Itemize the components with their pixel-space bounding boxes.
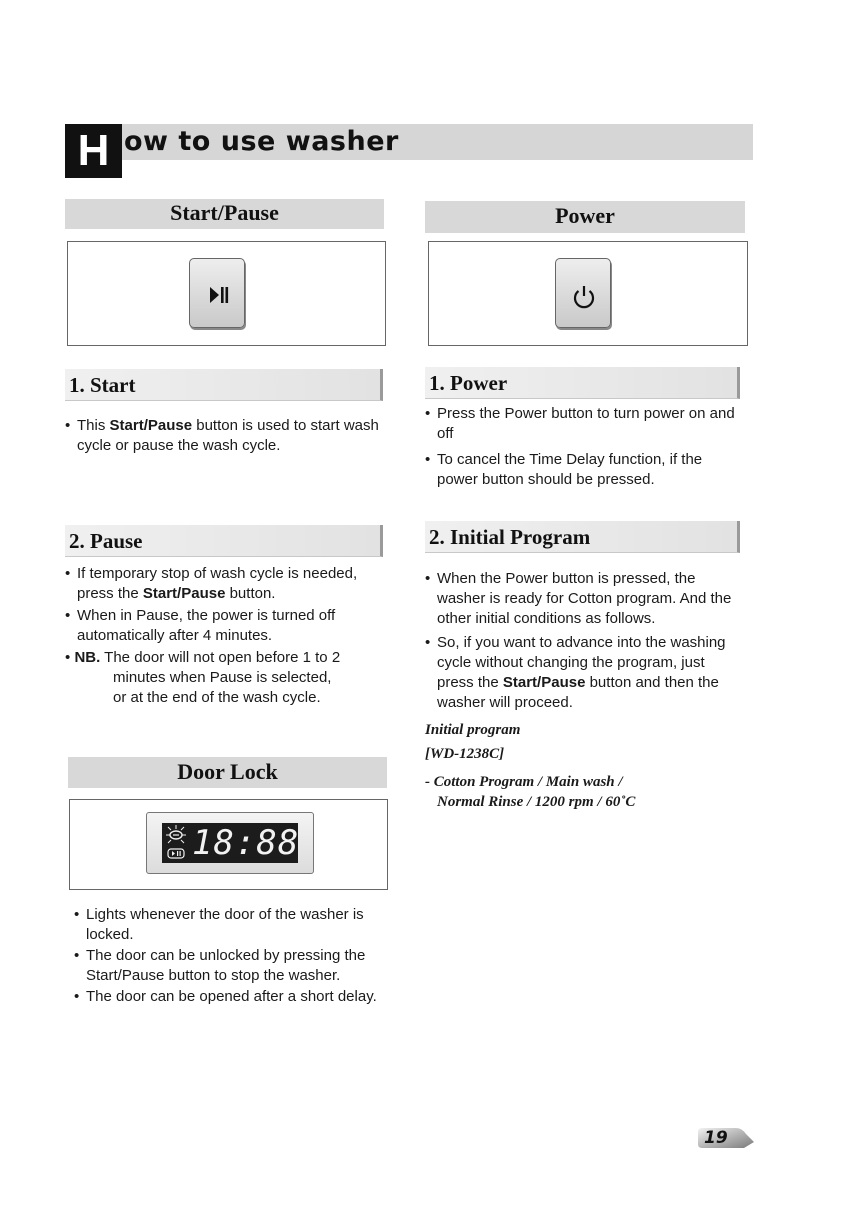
text-run: The door can be opened after a short delay. bbox=[86, 988, 377, 1005]
header-initial-letter: H bbox=[65, 124, 122, 178]
text-run: button and then the washer will proceed. bbox=[437, 674, 719, 711]
start-text bbox=[65, 416, 385, 458]
text-run: Lights whenever the door of the washer is locked. bbox=[86, 906, 364, 943]
text-run: minutes when Pause is selected, bbox=[113, 669, 332, 686]
door-lock-text bbox=[74, 905, 386, 1009]
door-lock-section-title: Door Lock bbox=[68, 757, 387, 788]
text-run: The door will not open before 1 to 2 bbox=[100, 649, 341, 666]
bullet-dot: • bbox=[65, 607, 71, 624]
bullet-dot: • bbox=[65, 565, 71, 582]
start-pause-section-title: Start/Pause bbox=[65, 199, 384, 229]
start-pause-bold: Start/Pause bbox=[502, 674, 586, 691]
text-run: If temporary stop of wash cycle is needed, press the bbox=[77, 565, 358, 602]
page-number-badge bbox=[698, 1124, 756, 1152]
start-heading: 1. Start bbox=[65, 369, 383, 401]
power-icon bbox=[556, 259, 612, 329]
play-pause-icon bbox=[190, 259, 246, 329]
text-run: To cancel the Time Delay function, if the power button should be pressed. bbox=[437, 451, 703, 488]
led-digits: 18:88 bbox=[192, 823, 300, 863]
initial-program-label: Initial program bbox=[425, 722, 521, 738]
door-bullet-1 bbox=[74, 905, 386, 945]
power-bullet-2 bbox=[425, 450, 745, 490]
initial-spec-line-2: Normal Rinse / 1200 rpm / 60˚C bbox=[437, 794, 636, 810]
bullet-dot: • bbox=[425, 570, 431, 587]
text-run: button is used to start wash cycle or pause the wash cycle. bbox=[77, 417, 379, 454]
power-text bbox=[425, 404, 745, 492]
power-section-title: Power bbox=[425, 201, 745, 233]
text-run: So, if you want to advance into the washing cycle without changing the program, just press the bbox=[437, 634, 726, 691]
power-bullet-1 bbox=[425, 404, 745, 444]
bullet-dot: • bbox=[74, 947, 80, 964]
bullet-dot: • bbox=[425, 634, 431, 651]
initial-program-heading: 2. Initial Program bbox=[425, 521, 740, 553]
nb-label: NB. bbox=[74, 649, 101, 666]
pause-bullet-1 bbox=[65, 564, 385, 604]
start-pause-image-box bbox=[67, 241, 386, 346]
pause-bullet-2 bbox=[65, 606, 385, 646]
bullet-dot: • bbox=[425, 405, 431, 422]
door-bullet-2 bbox=[74, 946, 386, 986]
text-run: button. bbox=[225, 585, 276, 602]
start-pause-bold: Start/Pause bbox=[109, 417, 193, 434]
power-image-box bbox=[428, 241, 748, 346]
initial-bullet-2 bbox=[425, 633, 745, 713]
initial-program-text bbox=[425, 569, 745, 715]
model-number: [WD-1238C] bbox=[425, 746, 505, 762]
start-bullet-1 bbox=[65, 416, 385, 456]
bullet-dot: • bbox=[65, 649, 71, 666]
led-display-screen bbox=[162, 823, 298, 863]
start-pause-bold: Start/Pause bbox=[142, 585, 226, 602]
pause-bullet-3 bbox=[65, 648, 385, 708]
bullet-dot: • bbox=[74, 906, 80, 923]
door-lock-display-panel bbox=[146, 812, 314, 874]
start-pause-button-illustration bbox=[189, 258, 245, 328]
door-bullet-3 bbox=[74, 987, 386, 1007]
text-run: The door can be unlocked by pressing the Start/Pause button to stop the washer. bbox=[86, 947, 366, 984]
text-run: Press the Power button to turn power on and off bbox=[437, 405, 735, 442]
bullet-dot: • bbox=[65, 417, 71, 434]
initial-bullet-1 bbox=[425, 569, 745, 629]
initial-spec-line-1: - Cotton Program / Main wash / bbox=[425, 774, 623, 790]
text-run: When the Power button is pressed, the washer is ready for Cotton program. And the other initial conditions as follows. bbox=[437, 570, 732, 627]
pause-heading: 2. Pause bbox=[65, 525, 383, 557]
text-run: When in Pause, the power is turned off automatically after 4 minutes. bbox=[77, 607, 336, 644]
power-button-illustration bbox=[555, 258, 611, 328]
bullet-dot: • bbox=[425, 451, 431, 468]
power-heading: 1. Power bbox=[425, 367, 740, 399]
bullet-dot: • bbox=[74, 988, 80, 1005]
text-run: or at the end of the wash cycle. bbox=[113, 689, 321, 706]
page-title: ow to use washer bbox=[124, 126, 399, 157]
pause-text bbox=[65, 564, 385, 710]
text-run: This bbox=[77, 417, 110, 434]
page-number: 19 bbox=[704, 1128, 728, 1148]
